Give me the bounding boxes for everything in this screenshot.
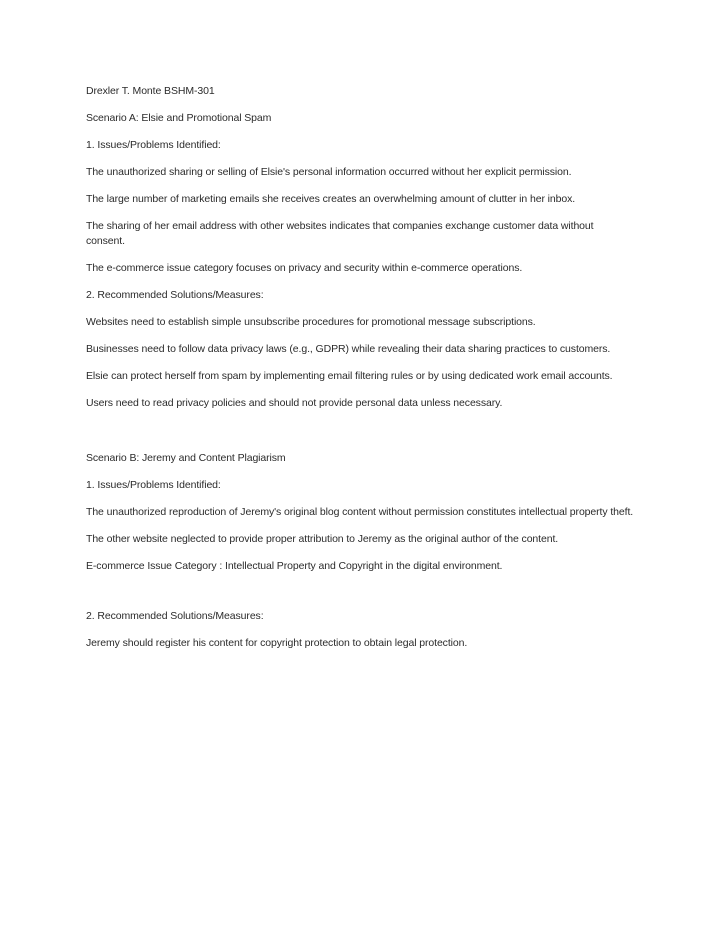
scenario-a-issue-2: The large number of marketing emails she receives creates an overwhelming amount of clutter in her inbox. — [86, 193, 576, 205]
scenario-b-issue-1: The unauthorized reproduction of Jeremy's original blog content without permission constitutes intellectual property theft. — [86, 506, 634, 518]
scenario-a-solution-4: Users need to read privacy policies and should not provide personal data unless necessary. — [86, 397, 503, 409]
author-line: Drexler T. Monte BSHM-301 — [86, 85, 215, 97]
scenario-a-title: Scenario A: Elsie and Promotional Spam — [86, 112, 272, 124]
scenario-a-solutions-heading: 2. Recommended Solutions/Measures: — [86, 289, 264, 301]
document-body — [86, 84, 634, 651]
scenario-a-solution-3: Elsie can protect herself from spam by implementing email filtering rules or by using dedicated work email accounts. — [86, 370, 613, 382]
scenario-a-issue-1: The unauthorized sharing or selling of Elsie's personal information occurred without her explicit permission. — [86, 166, 572, 178]
scenario-a-issue-3: The sharing of her email address with other websites indicates that companies exchange customer data without consent. — [86, 220, 594, 247]
scenario-a-issue-4: The e-commerce issue category focuses on privacy and security within e-commerce operations. — [86, 262, 523, 274]
scenario-b-solutions-heading: 2. Recommended Solutions/Measures: — [86, 610, 264, 622]
scenario-b-issue-3: E-commerce Issue Category : Intellectual Property and Copyright in the digital environment. — [86, 560, 503, 572]
scenario-b-solution-1: Jeremy should register his content for copyright protection to obtain legal protection. — [86, 637, 468, 649]
scenario-a-solution-2: Businesses need to follow data privacy laws (e.g., GDPR) while revealing their data sharing practices to customers. — [86, 343, 611, 355]
scenario-b-issues-heading: 1. Issues/Problems Identified: — [86, 479, 221, 491]
scenario-b-issue-2: The other website neglected to provide proper attribution to Jeremy as the original author of the content. — [86, 533, 559, 545]
scenario-a-solution-1: Websites need to establish simple unsubscribe procedures for promotional message subscriptions. — [86, 316, 536, 328]
scenario-b-title: Scenario B: Jeremy and Content Plagiarism — [86, 452, 286, 464]
scenario-a-issues-heading: 1. Issues/Problems Identified: — [86, 139, 221, 151]
